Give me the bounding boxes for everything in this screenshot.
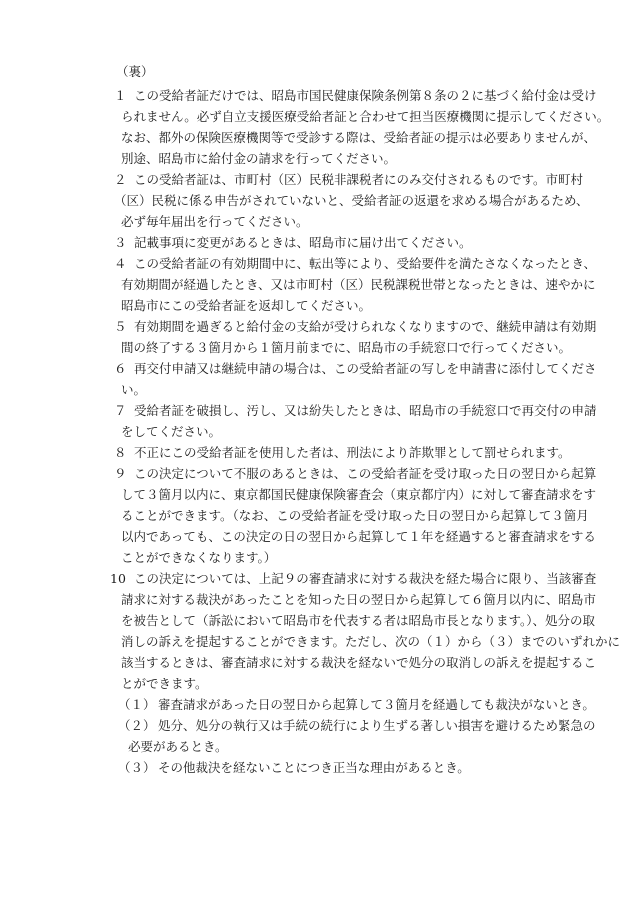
sub-item-line: 審査請求があった日の翌日から起算して３箇月を経過しても裁決がないとき。 [158,697,595,712]
item-line: 該当するときは、審査請求に対する裁決を経ないで処分の取消しの訴えを提起するこ [121,654,597,670]
item-line: とができます。 [121,675,208,691]
item-line: なお、都外の保険医療機関等で受診する際は、受給者証の提示は必要ありませんが、 [121,129,597,145]
notice-item-10 [110,569,620,694]
item-line: この決定については、上記９の審査請求に対する裁決を経た場合に限り、当該審査 [134,571,597,586]
item-line: この受給者証だけでは、昭島市国民健康保険条例第８条の２に基づく給付金は受け [134,88,597,103]
item-number: １ [114,88,127,103]
item-line: 消しの訴えを提起することができます。ただし、次の（１）から（３）までのいずれかに [121,633,621,649]
item-line: して３箇月以内に、東京都国民健康保険審査会（東京都庁内）に対して審査請求をす [121,486,597,502]
item-line: 以内であっても、この決定の日の翌日から起算して１年を経過すると審査請求をする [121,528,596,544]
page-title: （裏） [116,64,154,79]
notice-item-3 [114,233,472,254]
notice-item-9 [114,464,596,569]
item-line: ることができます。（なお、この受給者証を受け取った日の翌日から起算して３箇月 [121,507,589,523]
item-line: い。 [121,381,147,397]
item-number: ９ [114,466,127,481]
item-line: この受給者証の有効期間中に、転出等により、受給要件を満たさなくなったとき、 [134,256,597,271]
item-line: 間の終了する３箇月から１箇月前までに、昭島市の手続窓口で行ってください。 [121,339,572,355]
item-number: ２ [114,172,127,187]
item-line: （区）民税に係る申告がされていないと、受給者証の返還を求める場合があるため、 [114,192,589,208]
item-line: 別途、昭島市に給付金の請求を行ってください。 [121,150,397,166]
notice-item-8 [114,443,571,464]
notice-item-5 [114,317,596,359]
sub-item-line: 必要があるとき。 [128,738,228,754]
item-line: 受給者証を破損し、汚し、又は紛失したときは、昭島市の手続窓口で再交付の申請 [134,403,597,418]
item-line: 不正にこの受給者証を使用した者は、刑法により詐欺罪として罰せられます。 [134,445,571,460]
sub-item-line: 処分、処分の執行又は手続の続行により生ずる著しい損害を避けるため緊急の [158,718,596,733]
item-line: られません。必ず自立支援医療受給者証と合わせて担当医療機関に提示してください。 [121,108,610,124]
item-line: 昭島市にこの受給者証を返却してください。 [121,297,372,313]
item-line: をしてください。 [121,423,222,439]
item-line: 有効期間が経過したとき、又は市町村（区）民税課税世帯となったときは、速やかに [121,276,596,292]
item-line: 必ず毎年届出を行ってください。 [121,213,309,229]
item-number: ４ [114,256,127,271]
sub-item-3 [118,758,470,779]
notice-item-7 [114,401,597,443]
item-line: ことができなくなります。） [121,549,277,565]
notice-item-1 [114,86,609,170]
sub-item-2 [118,716,596,758]
item-line: この受給者証は、市町村（区）民税非課税者にのみ交付されるものです。市町村 [134,172,584,187]
sub-item-number: （１） [118,697,156,712]
item-number: ７ [114,403,127,418]
item-number: 10 [110,571,126,586]
item-number: ３ [114,235,127,250]
item-line: 記載事項に変更があるときは、昭島市に届け出てください。 [134,235,472,250]
sub-item-number: （２） [118,718,156,733]
notice-item-2 [114,170,589,233]
sub-item-1 [118,695,595,716]
item-number: ６ [114,361,127,376]
item-line: を被告として（訴訟において昭島市を代表する者は昭島市長となります。）、処分の取 [121,612,596,628]
item-line: 再交付申請又は継続申請の場合は、この受給者証の写しを申請書に添付してくださ [134,361,597,376]
item-number: ５ [114,319,127,334]
notice-item-6 [114,359,597,401]
sub-item-number: （３） [118,760,156,775]
item-line: 有効期間を過ぎると給付金の支給が受けられなくなりますので、継続申請は有効期 [134,319,597,334]
item-number: ８ [114,445,127,460]
notice-item-4 [114,254,596,317]
item-line: 請求に対する裁決があったことを知った日の翌日から起算して６箇月以内に、昭島市 [121,591,596,607]
item-line: この決定について不服のあるときは、この受給者証を受け取った日の翌日から起算 [134,466,597,481]
sub-item-line: その他裁決を経ないことにつき正当な理由があるとき。 [158,760,470,775]
